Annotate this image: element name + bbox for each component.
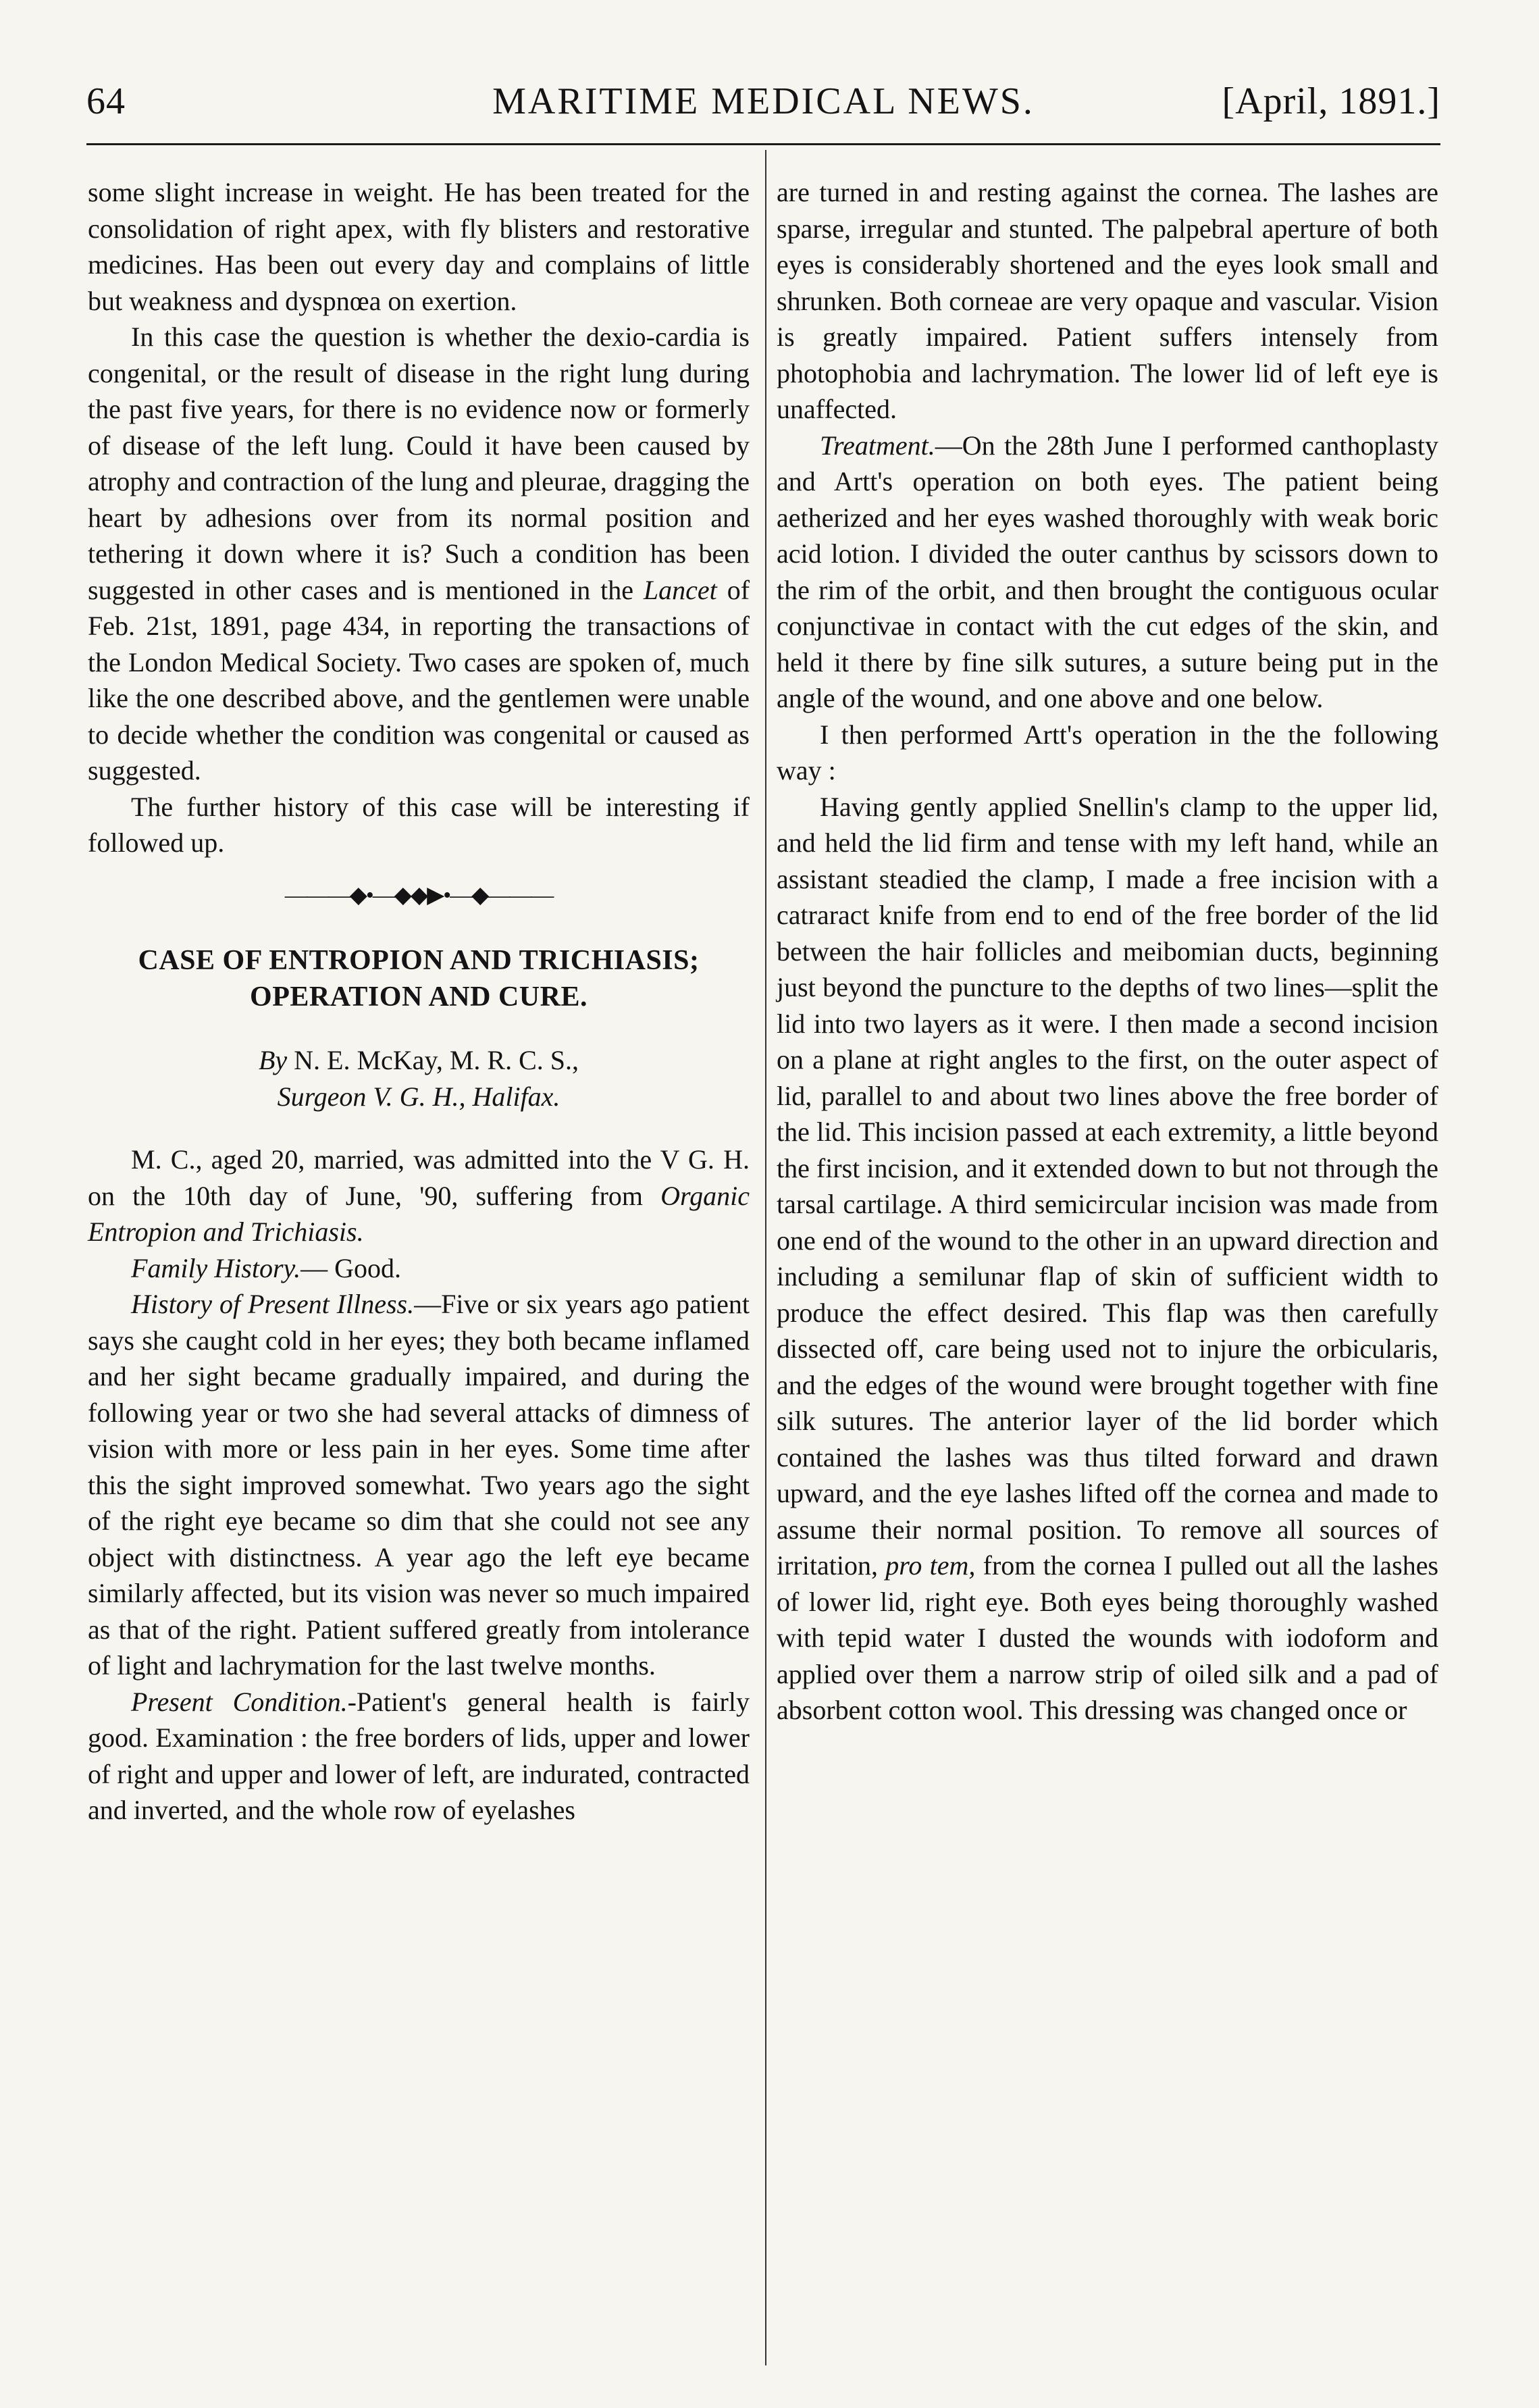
issue-date: [April, 1891.] bbox=[1222, 80, 1440, 122]
paragraph: some slight increase in weight. He has been treated for the consolidation of right apex, with fly blisters and restorative medicines. Has been out every day and complains of little but weakness and dyspnœa on exertion. bbox=[88, 177, 750, 316]
journal-name: Lancet bbox=[643, 574, 717, 605]
page-number: 64 bbox=[86, 80, 126, 122]
article-title: CASE OF ENTROPION AND TRICHIASIS; OPERATION AND CURE. bbox=[138, 945, 700, 1013]
paragraph: Present Condition.-Patient's general health is fairly good. Examination : the free borders of lids, upper and lower of right and upper and lower of left, are indurated, contracted and inverted, and the whole row of eyelashes bbox=[88, 1686, 750, 1825]
left-column bbox=[88, 174, 750, 1828]
author-role: Surgeon V. G. H., Halifax. bbox=[277, 1081, 560, 1112]
section-ornament: ———◆•—◆◆▶•—◆——— bbox=[284, 882, 553, 908]
paragraph: M. C., aged 20, married, was admitted into the V G. H. on the 10th day of June, '90, suffering from Organic Entropion and Trichiasis. bbox=[88, 1144, 750, 1247]
paragraph: I then performed Artt's operation in the the following way : bbox=[777, 719, 1438, 786]
paragraph: Treatment.—On the 28th June I performed canthoplasty and Artt's operation on both eyes. The patient being aetherized and her eyes washed thoroughly with weak boric acid lotion. I divided the outer canthus by scissors down to the rim of the orbit, and then brought the contiguous ocular conjunctivae in contact with the cut edges of the skin, and held it there by fine silk sutures, a suture being put in the angle of the wound, and one above and one below. bbox=[777, 430, 1438, 713]
paragraph: History of Present Illness.—Five or six years ago patient says she caught cold in her eyes; they both became inflamed and her sight became gradually impaired, and during the following year or two she had several attacks of dimness of vision with more or less pain in her eyes. Some time after this the sight improved somewhat. Two years ago the sight of the right eye became so dim that she could not see any object with distinctness. A year ago the left eye became similarly affected, but its vision was never so much impaired as that of the right. Patient suffered greatly from intolerance of light and lachrymation for the last twelve months. bbox=[88, 1289, 750, 1681]
journal-title: MARITIME MEDICAL NEWS. bbox=[492, 80, 1035, 122]
running-header bbox=[86, 80, 1440, 134]
paragraph: In this case the question is whether the dexio-cardia is congenital, or the result of disease in the right lung during the past five years, for there is no evidence now or formerly of disease of the left lung. Could it have been caused by atrophy and contraction of the lung and pleurae, dragging the heart by adhesions over from its normal position and tethering it down where it is? Such a condition has been suggested in other cases and is mentioned in the Lancet of Feb. 21st, 1891, page 434, in reporting the transactions of the London Medical Society. Two cases are spoken of, much like the one described above, and the gentlemen were unable to decide whether the condition was congenital or caused as suggested. bbox=[88, 322, 750, 786]
author-byline: By N. E. McKay, M. R. C. S., bbox=[258, 1045, 579, 1075]
column-divider bbox=[765, 150, 766, 2365]
paragraph: The further history of this case will be interesting if followed up. bbox=[88, 791, 750, 858]
paragraph: are turned in and resting against the cornea. The lashes are sparse, irregular and stunted. The palpebral aperture of both eyes is considerably shortened and the eyes look small and shrunken. Both corneae are very opaque and vascular. Vision is greatly impaired. Patient suffers intensely from photophobia and lachrymation. The lower lid of left eye is unaffected. bbox=[777, 177, 1438, 424]
paragraph: Family History.— Good. bbox=[131, 1252, 401, 1283]
paragraph: Having gently applied Snellin's clamp to the upper lid, and held the lid firm and tense with my left hand, while an assistant steadied the clamp, I made a free incision with a catraract knife from end to end of the free border of the lid between the hair follicles and meibomian ducts, beginning just beyond the puncture to the depths of two lines—split the lid into two layers as it were. I then made a second incision on a plane at right angles to the first, on the outer aspect of lid, parallel to and about two lines above the free border of the lid. This incision passed at each extremity, a little beyond the first incision, and it extended down to but not through the tarsal cartilage. A third semicircular incision was made from one end of the wound to the other in an upward direction and including a semilunar flap of skin of sufficient width to produce the effect desired. This flap was then carefully dissected off, care being used not to injure the orbicularis, and the edges of the wound were brought together with fine silk sutures. The anterior layer of the lid border which contained the lashes was thus tilted forward and drawn upward, and the eye lashes lifted off the cornea and made to assume their normal position. To remove all sources of irritation, pro tem, from the cornea I pulled out all the lashes of lower lid, right eye. Both eyes being thoroughly washed with tepid water I dusted the wounds with iodoform and applied over them a narrow strip of oiled silk and a pad of absorbent cotton wool. This dressing was changed once or bbox=[777, 791, 1439, 1725]
header-rule bbox=[86, 143, 1440, 145]
right-column bbox=[777, 174, 1438, 1728]
